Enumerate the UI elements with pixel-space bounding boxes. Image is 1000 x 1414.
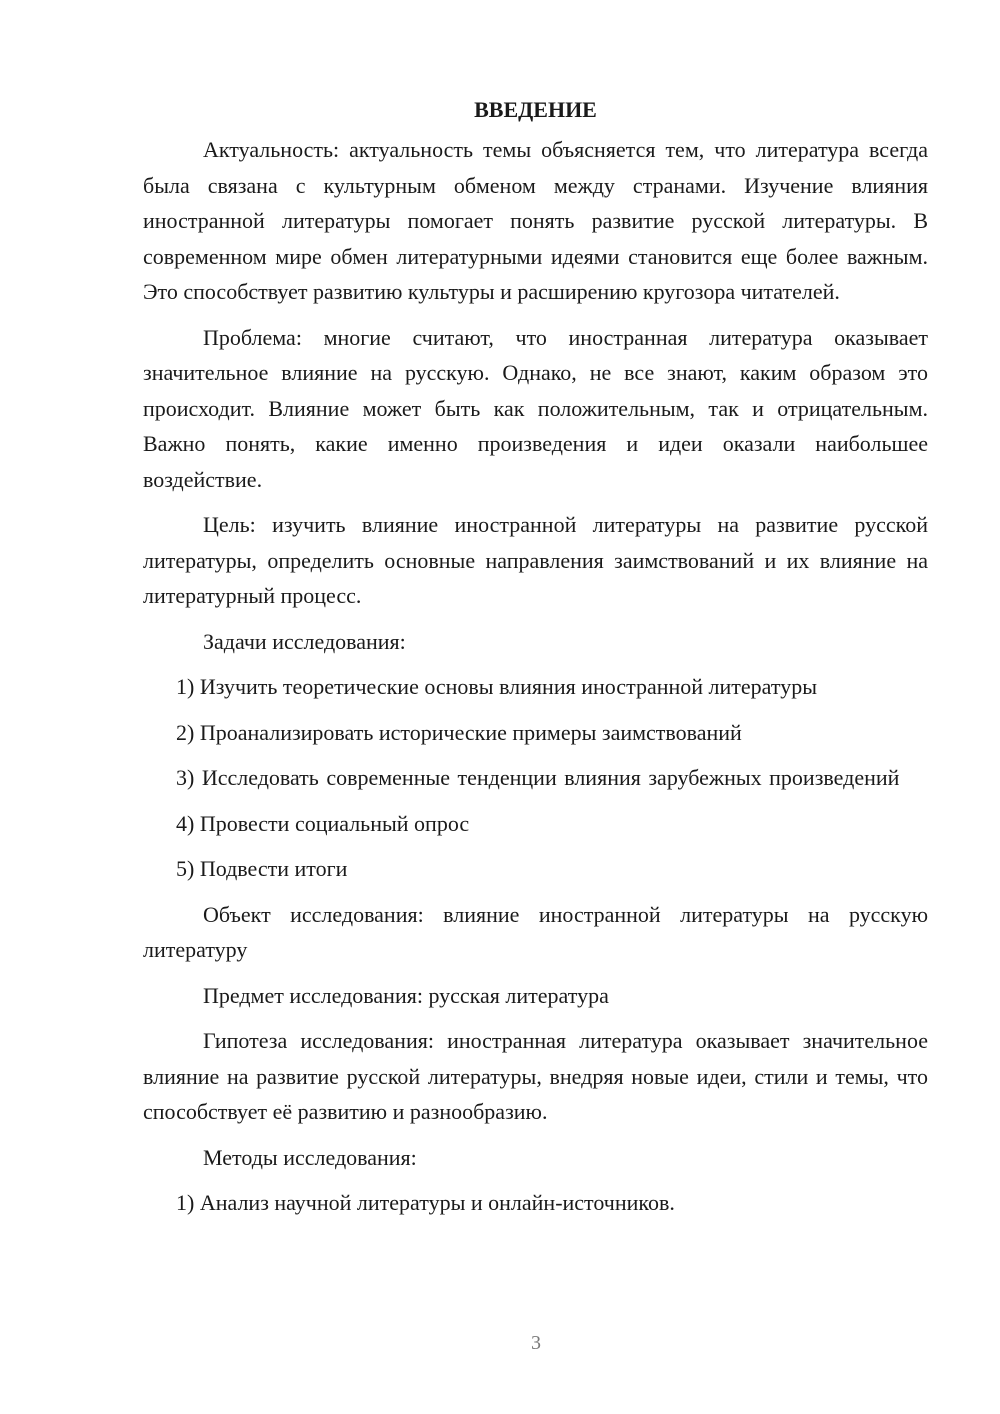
hypothesis-paragraph: Гипотеза исследования: иностранная литература оказывает значительное влияние на развитие русской литературы, внедряя новые идеи, стили и темы, что способствует её развитию и разнообразию. [143,1028,928,1124]
goal-paragraph: Цель: изучить влияние иностранной литературы на развитие русской литературы, определить основные направления заимствований и их влияние на литературный процесс. [143,512,928,608]
methods-heading: Методы исследования: [203,1144,417,1170]
relevance-paragraph: Актуальность: актуальность темы объясняется тем, что литература всегда была связана с культурным обменом между странами. Изучение влияния иностранной литературы помогает понять развитие русской литературы. В современном мире обмен литературными идеями становится еще более важным. Это способствует развитию культуры и расширению кругозора читателей. [143,137,928,304]
object-paragraph: Объект исследования: влияние иностранной литературы на русскую литературу [143,901,928,962]
document-title: ВВЕДЕНИЕ [474,97,597,122]
task-item-2: 2) Проанализировать исторические примеры заимствований [176,719,742,745]
page-number: 3 [531,1332,541,1354]
task-item-4: 4) Провести социальный опрос [176,810,470,836]
method-item-1: 1) Анализ научной литературы и онлайн-источников. [176,1190,675,1215]
document-body [143,92,928,1231]
tasks-heading: Задачи исследования: [203,628,406,654]
task-item-5: 5) Подвести итоги [176,856,348,881]
task-item-3: 3) Исследовать современные тенденции влияния зарубежных произведений [176,765,900,790]
subject-paragraph: Предмет исследования: русская литература [203,982,609,1008]
problem-paragraph: Проблема: многие считают, что иностранная литература оказывает значительное влияние на русскую. Однако, не все знают, каким образом это происходит. Влияние может быть как положительным, так и отрицательным. Важно понять, какие именно произведения и идеи оказали наибольшее воздействие. [143,324,928,492]
task-item-1: 1) Изучить теоретические основы влияния иностранной литературы [176,674,817,699]
